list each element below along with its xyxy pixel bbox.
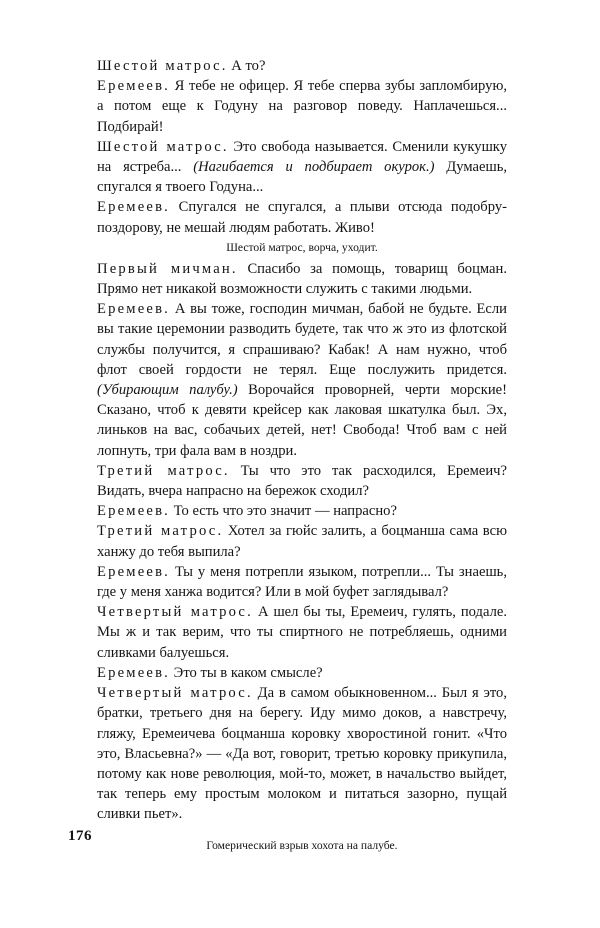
speaker-name: Шестой матрос.: [97, 138, 229, 155]
speech-text: Это ты в каком смысле?: [170, 664, 323, 681]
dialogue-paragraph: [97, 602, 507, 663]
page-number: 176: [68, 828, 92, 844]
inline-stage-direction: (Убирающим палубу.): [97, 382, 238, 399]
dialogue-paragraph: [97, 683, 507, 824]
play-text: [97, 56, 507, 855]
speech-text: Ты у меня потрепли языком, потрепли... Ты знаешь, где у меня ханжа водится? Или в мой буфет заглядывал?: [97, 563, 507, 601]
speaker-name: Еремеев.: [97, 503, 171, 520]
speech-text: Ты что это так расходился, Еремеич? Видать, вчера напрасно на бережок сходил?: [97, 462, 508, 500]
dialogue-paragraph: [97, 501, 507, 521]
speech-text: Думаешь, спугался я твоего Годуна...: [97, 159, 508, 196]
speech-text: А то?: [227, 58, 266, 74]
dialogue-paragraph: [97, 197, 507, 237]
speech-text: Спугался не спугался, а плыви отсюда подобру-поздорову, не мешай людям работать. Живо!: [97, 199, 507, 236]
speaker-name: Первый мичман.: [97, 260, 238, 277]
dialogue-paragraph: [97, 76, 507, 137]
dialogue-paragraph: [97, 521, 507, 561]
speaker-name: Четвертый матрос.: [97, 604, 253, 621]
speech-text: Спасибо за помощь, товарищ боцман. Прямо нет никакой возможности служить с такими людьми.: [97, 260, 507, 298]
speaker-name: Третий матрос.: [97, 523, 224, 540]
dialogue-paragraph: [97, 663, 507, 683]
stage-direction: Шестой матрос, ворча, уходит.: [226, 240, 378, 254]
dialogue-paragraph: [97, 461, 507, 501]
speech-text: То есть что это значит — напрасно?: [170, 503, 397, 520]
speaker-name: Еремеев.: [97, 199, 171, 216]
speech-text: А шел бы ты, Еремеич, гулять, подале. Мы ж и так верим, что ты спиртного не потребляешь, одними сливками балуешься.: [97, 604, 507, 661]
speaker-name: Третий матрос.: [97, 462, 230, 479]
dialogue-paragraph: [97, 562, 507, 602]
speech-text: Это свобода называется. Сменили кукушку на ястреба...: [97, 138, 507, 176]
speech-text: Ворочайся проворней, черти морские! Сказано, чтоб к девяти крейсер как лаковая шкатулка был. Эх, линьков на вас, собачьих детей, нет! Свобода! Чтоб вам с ней лопнуть, три фала вам в ноздри.: [97, 382, 507, 459]
speaker-name: Четвертый матрос.: [97, 685, 253, 702]
inline-stage-direction: (Нагибается и подбирает окурок.): [193, 159, 435, 176]
speaker-name: Еремеев.: [97, 78, 171, 95]
speech-text: Я тебе не офицер. Я тебе сперва зубы запломбирую, а потом еще к Годуну на разговор поведу. Наплачешься... Подбирай!: [97, 78, 507, 135]
speech-text: А вы тоже, господин мичман, бабой не будьте. Если вы такие церемонии разводить будете, так что ж это из флотской службы получится, я спрашиваю? Кабак! А нам нужно, чтоб флот своей гордости не терял. Еще послужить придется.: [97, 301, 507, 378]
closing-stage-direction: Гомерический взрыв хохота на палубе.: [206, 838, 398, 852]
dialogue-paragraph: [97, 137, 507, 198]
dialogue-paragraph: [97, 299, 507, 461]
speaker-name: Еремеев.: [97, 664, 171, 681]
speech-text: Да в самом обыкновенном... Был я это, братки, третьего дня на берегу. Иду мимо доков, а навстречу, гляжу, Еремеичева боцманша коровку хворостиной гонит. «Что это, Власьевна?» — «Да вот, говорит, третью коровку прикупила, потому как нове революция, мой-то, может, в начальство выйдет, так теперь ему простым молоком и питаться зазорно, пущай сливки пьет».: [97, 685, 507, 823]
speaker-name: Еремеев.: [97, 563, 171, 580]
dialogue-paragraph: [97, 259, 507, 299]
speaker-name: Шестой матрос.: [97, 58, 228, 74]
speech-text: Хотел за гюйс залить, а боцманша сама всю ханжу до тебя выпила?: [97, 523, 507, 560]
speaker-name: Еремеев.: [97, 301, 171, 318]
dialogue-paragraph: [97, 56, 507, 76]
